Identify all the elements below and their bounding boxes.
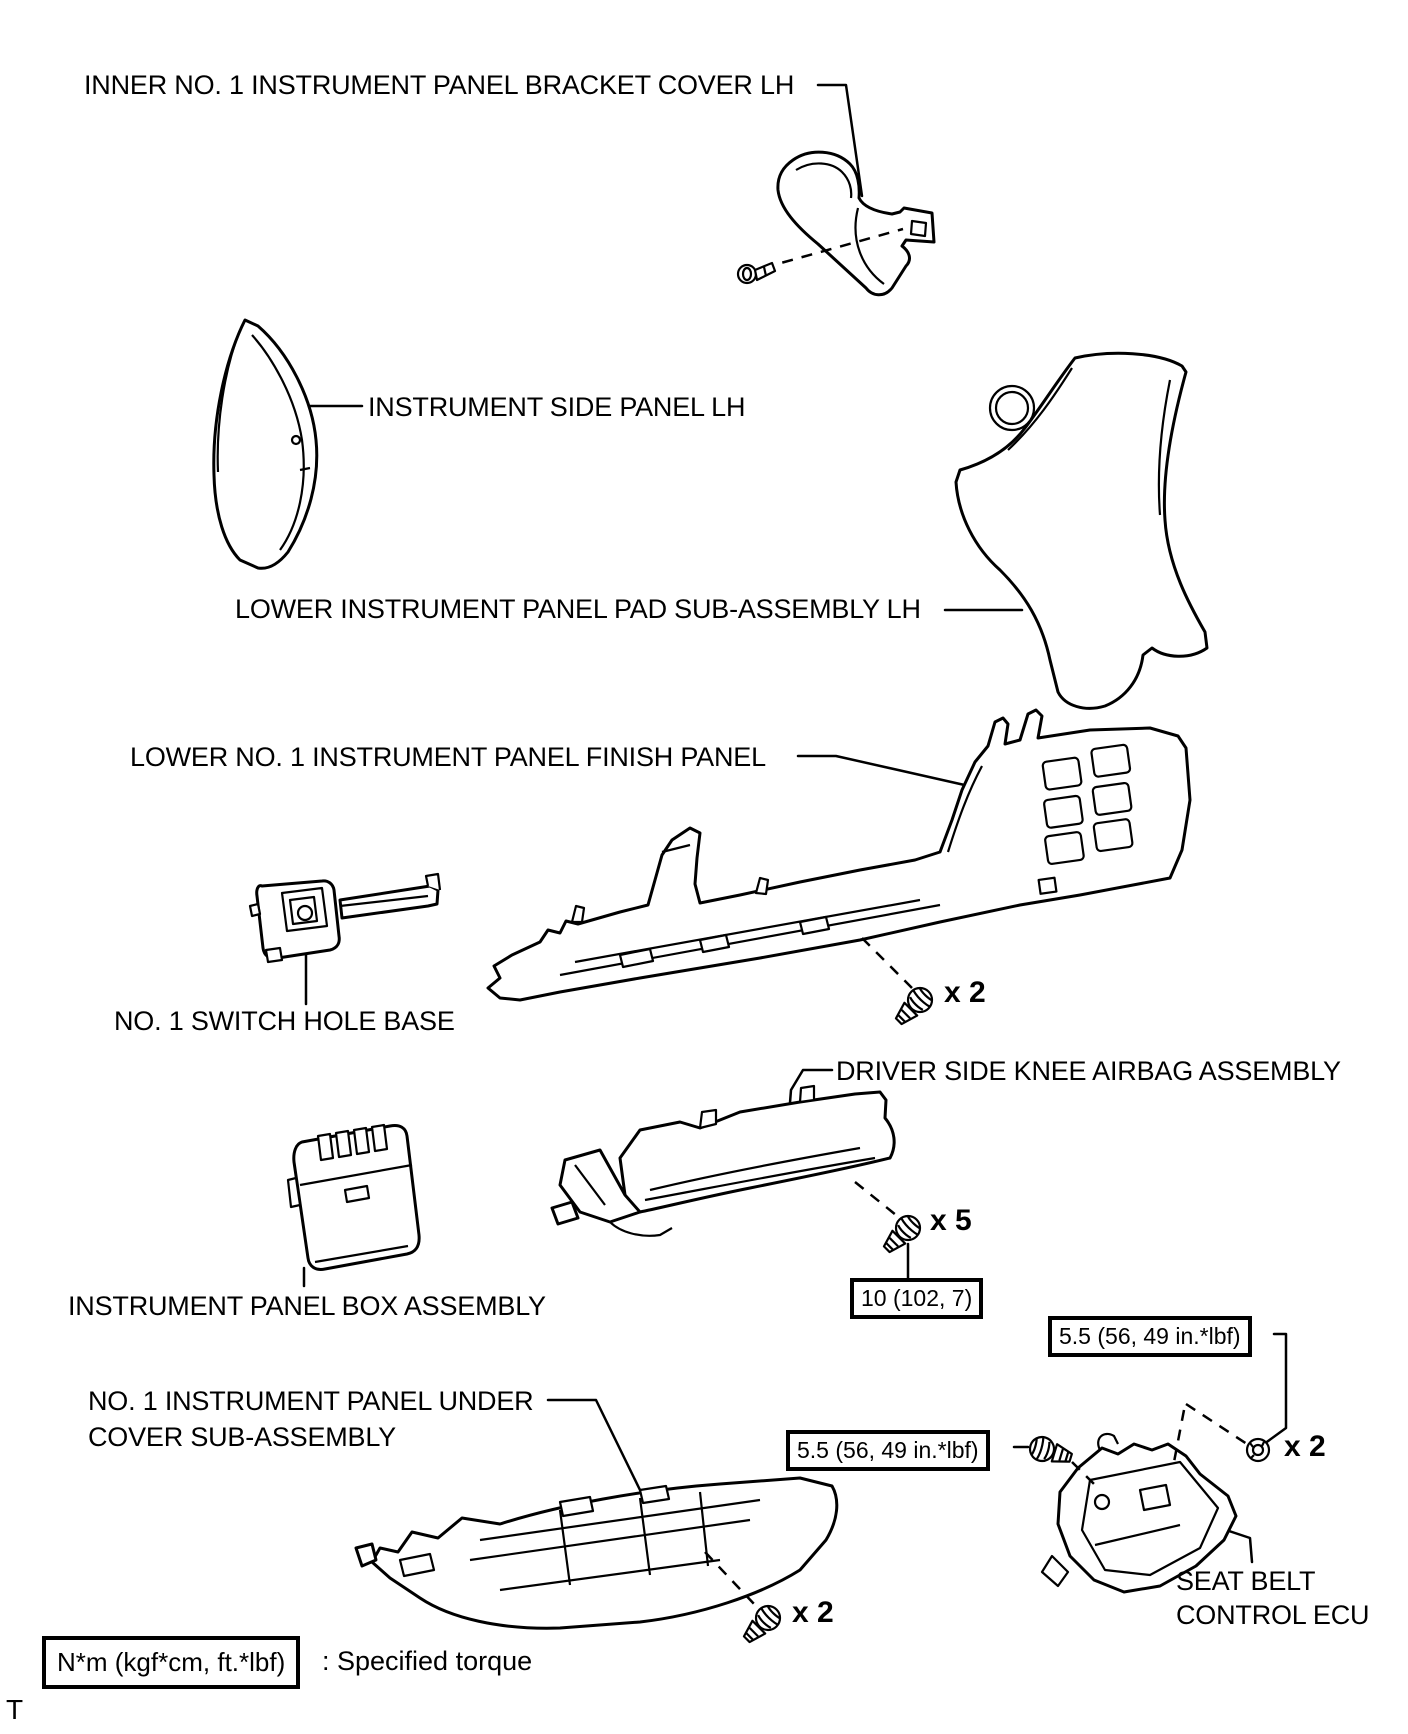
- page-marker: T: [6, 1694, 24, 1725]
- label-finish-panel: LOWER NO. 1 INSTRUMENT PANEL FINISH PANEL: [130, 742, 766, 772]
- torque-box-ecu-right: 5.5 (56, 49 in.*lbf): [1048, 1316, 1252, 1357]
- panel-box-assembly-drawing: [288, 1125, 419, 1286]
- under-cover-drawing: [356, 1400, 837, 1648]
- label-seat-belt-ecu-line1: SEAT BELT: [1176, 1566, 1316, 1596]
- count-under-cover-screws: x 2: [792, 1596, 834, 1629]
- nut-fastener-drawing: [1247, 1439, 1269, 1461]
- label-knee-airbag: DRIVER SIDE KNEE AIRBAG ASSEMBLY: [836, 1056, 1341, 1086]
- switch-hole-base-drawing: [250, 874, 440, 1004]
- count-finish-panel-screws: x 2: [944, 976, 986, 1009]
- clip-fastener-drawing: [738, 263, 775, 283]
- count-airbag-screws: x 5: [930, 1204, 972, 1237]
- label-under-cover-line2: COVER SUB-ASSEMBLY: [88, 1422, 396, 1452]
- count-ecu-nuts: x 2: [1284, 1430, 1326, 1463]
- legend-torque-unit-box: N*m (kgf*cm, ft.*lbf): [42, 1636, 300, 1689]
- label-bracket-cover: INNER NO. 1 INSTRUMENT PANEL BRACKET COVER LH: [84, 70, 795, 100]
- torque-box-ecu-left: 5.5 (56, 49 in.*lbf): [786, 1430, 990, 1471]
- torque-box-airbag: 10 (102, 7): [850, 1278, 983, 1319]
- seat-belt-ecu-drawing: [1014, 1334, 1286, 1592]
- bracket-cover-drawing: [738, 85, 934, 295]
- label-switch-hole-base: NO. 1 SWITCH HOLE BASE: [114, 1006, 455, 1036]
- label-pad-sub-assembly: LOWER INSTRUMENT PANEL PAD SUB-ASSEMBLY LH: [235, 594, 921, 624]
- label-under-cover-line1: NO. 1 INSTRUMENT PANEL UNDER: [88, 1386, 534, 1416]
- label-seat-belt-ecu-line2: CONTROL ECU: [1176, 1600, 1370, 1630]
- label-panel-box-assembly: INSTRUMENT PANEL BOX ASSEMBLY: [68, 1291, 546, 1321]
- pad-sub-assembly-drawing: [945, 353, 1207, 708]
- label-side-panel: INSTRUMENT SIDE PANEL LH: [368, 392, 746, 422]
- side-panel-drawing: [214, 320, 362, 568]
- knee-airbag-drawing: [552, 1070, 925, 1278]
- legend-torque-description: : Specified torque: [322, 1646, 533, 1676]
